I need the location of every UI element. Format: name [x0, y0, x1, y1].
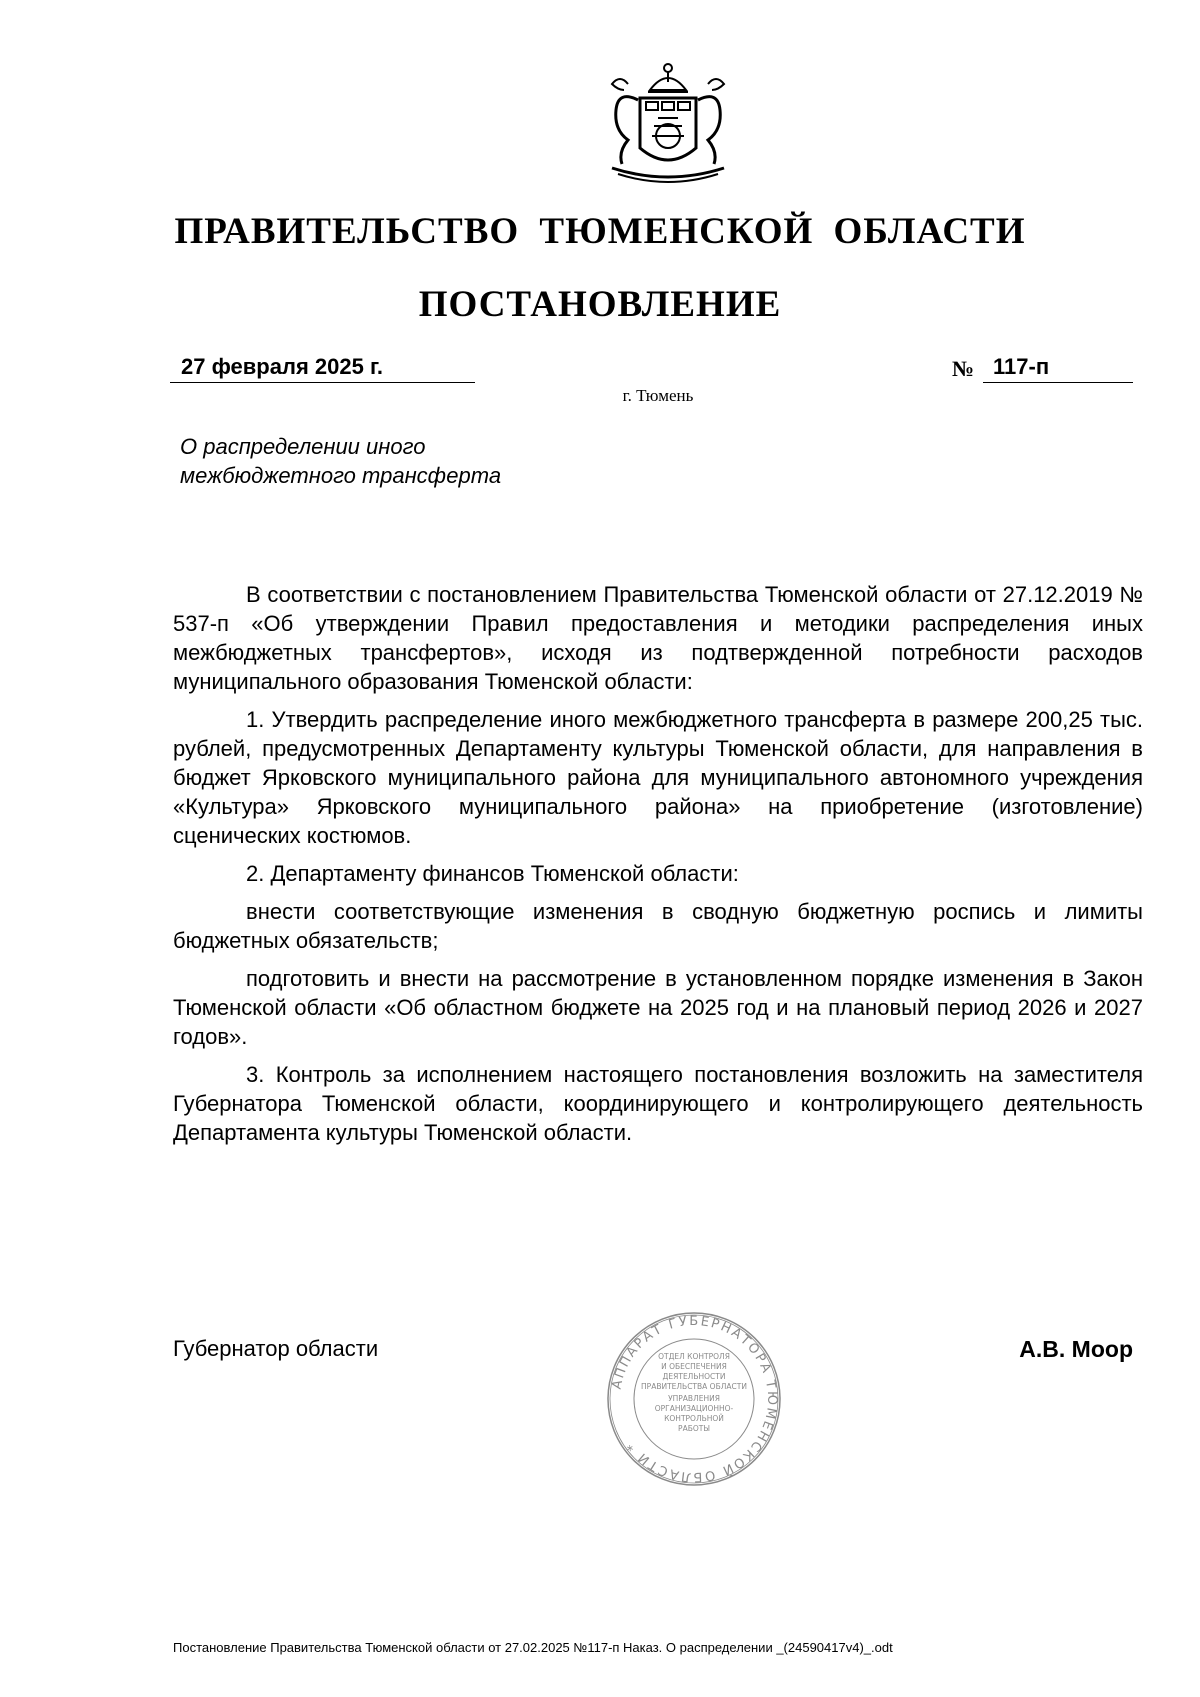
official-stamp-icon [604, 1309, 784, 1489]
svg-text:ОРГАНИЗАЦИОННО-: ОРГАНИЗАЦИОННО- [654, 1404, 734, 1413]
signatory-name: А.В. Моор [1019, 1336, 1133, 1362]
item-3-paragraph: 3. Контроль за исполнением настоящего постановления возложить на заместителя Губернатора Тюменской области, координирующего и контролирующего деятельность Департамента культуры Тюменской области. [173, 1062, 1143, 1145]
document-subject [180, 432, 501, 490]
svg-text:КОНТРОЛЬНОЙ: КОНТРОЛЬНОЙ [664, 1414, 724, 1423]
svg-text:АППАРАТ ГУБЕРНАТОРА ТЮМЕНСКОЙ: АППАРАТ ГУБЕРНАТОРА ТЮМЕНСКОЙ ОБЛАСТИ * [609, 1313, 780, 1485]
number-label: № [952, 356, 975, 381]
item-1-paragraph: 1. Утвердить распределение иного межбюджетного трансферта в размере 200,25 тыс. рублей, предусмотренных Департаменту культуры Тюменской области, для направления в бюджет Ярковского муниципального района для муниципального автономного учреждения «Культура» Ярковского муниципального района» на приобретение (изготовление) сценических костюмов. [173, 707, 1143, 848]
signatory-position: Губернатор области [173, 1336, 379, 1361]
svg-text:ДЕЯТЕЛЬНОСТИ: ДЕЯТЕЛЬНОСТИ [662, 1372, 726, 1381]
item-2a-paragraph: внести соответствующие изменения в сводную бюджетную роспись и лимиты бюджетных обязательств; [173, 899, 1143, 953]
subject-line-1: О распределении иного [180, 434, 426, 459]
footer-file-reference: Постановление Правительства Тюменской области от 27.02.2025 №117-п Наказ. О распределении _(24590417v4)_.odt [173, 1640, 893, 1655]
svg-text:ОТДЕЛ КОНТРОЛЯ: ОТДЕЛ КОНТРОЛЯ [658, 1352, 730, 1361]
svg-text:ПРАВИТЕЛЬСТВА ОБЛАСТИ: ПРАВИТЕЛЬСТВА ОБЛАСТИ [641, 1382, 747, 1391]
document-number: 117-п [983, 354, 1133, 383]
organization-title: ПРАВИТЕЛЬСТВО ТЮМЕНСКОЙ ОБЛАСТИ [174, 211, 1026, 252]
issue-city: г. Тюмень [622, 386, 694, 405]
coat-of-arms-icon [588, 60, 748, 188]
document-type-heading: ПОСТАНОВЛЕНИЕ [418, 284, 782, 325]
svg-text:РАБОТЫ: РАБОТЫ [678, 1424, 710, 1433]
item-2b-paragraph: подготовить и внести на рассмотрение в установленном порядке изменения в Закон Тюменской области «Об областном бюджете на 2025 год и на плановый период 2026 и 2027 годов». [173, 966, 1143, 1049]
preamble-paragraph: В соответствии с постановлением Правительства Тюменской области от 27.12.2019 № 537-п «Об утверждении Правил предоставления и методики распределения иных межбюджетных трансфертов», исходя из подтвержденной потребности расходов муниципального образования Тюменской области: [173, 582, 1143, 694]
document-body [173, 580, 1143, 1156]
svg-text:И ОБЕСПЕЧЕНИЯ: И ОБЕСПЕЧЕНИЯ [661, 1362, 727, 1371]
item-2-paragraph: 2. Департаменту финансов Тюменской области: [246, 861, 739, 886]
subject-line-2: межбюджетного трансферта [180, 463, 502, 488]
svg-text:УПРАВЛЕНИЯ: УПРАВЛЕНИЯ [668, 1394, 720, 1403]
document-date: 27 февраля 2025 г. [170, 354, 475, 383]
